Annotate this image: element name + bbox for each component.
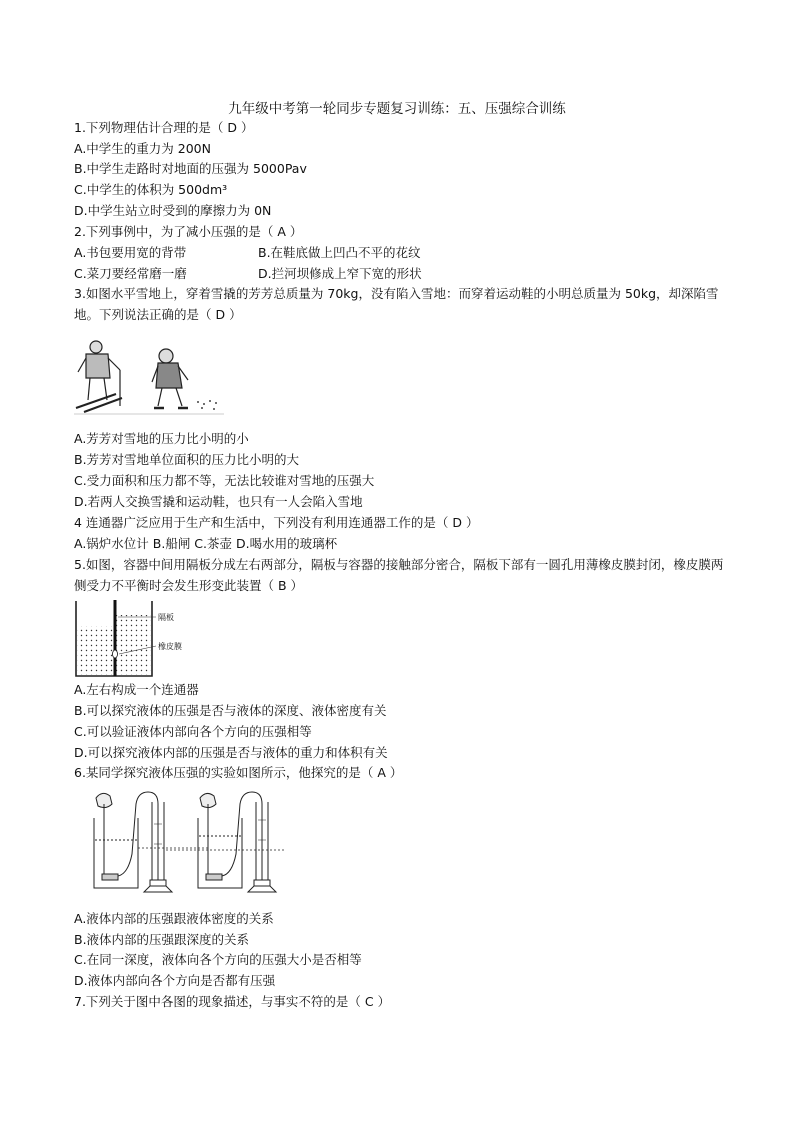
q2-option-a: A.书包要用宽的背带 [74,245,187,260]
q1-stem: 1.下列物理估计合理的是（ D ） [74,120,254,135]
q1-option-b: B.中学生走路时对地面的压强为 5000Pav [74,161,307,176]
q4-options: A.锅炉水位计 B.船闸 C.茶壶 D.喝水用的玻璃杯 [74,536,338,551]
q2-option-c: C.菜刀要经常磨一磨 [74,266,187,281]
q5-option-d: D.可以探究液体内部的压强是否与液体的重力和体积有关 [74,745,388,760]
q1-option-a: A.中学生的重力为 200N [74,141,211,156]
q2-option-b: B.在鞋底做上凹凸不平的花纹 [258,245,421,260]
q7-stem: 7.下列关于图中各图的现象描述，与事实不符的是（ C ） [74,994,391,1009]
q6-option-b: B.液体内部的压强跟深度的关系 [74,932,250,947]
q1-option-c: C.中学生的体积为 500dm³ [74,182,228,197]
page-title: 九年级中考第一轮同步专题复习训练：五、压强综合训练 [228,101,566,117]
q3-figure-skiers [74,336,224,418]
q3-stem: 3.如图水平雪地上，穿着雪撬的芳芳总质量为 70kg，没有陷入雪地：而穿着运动鞋的小明总质量为 50kg，却深陷雪地。下列说法正确的是（ D ） [74,286,719,322]
q4-stem: 4 连通器广泛应用于生产和生活中，下列没有利用连通器工作的是（ D ） [74,515,479,530]
q3-option-d: D.若两人交换雪撬和运动鞋，也只有一人会陷入雪地 [74,494,363,509]
q5-figure-container [74,598,224,680]
q1-option-d: D.中学生站立时受到的摩擦力为 0N [74,203,272,218]
q5-option-a: A.左右构成一个连通器 [74,682,199,697]
q6-stem: 6.某同学探究液体压强的实验如图所示，他探究的是（ A ） [74,765,403,780]
q5-option-c: C.可以验证液体内部向各个方向的压强相等 [74,724,312,739]
label-partition: 隔板 [158,613,174,622]
q3-option-b: B.芳芳对雪地单位面积的压力比小明的大 [74,452,300,467]
q5-stem: 5.如图，容器中间用隔板分成左右两部分，隔板与容器的接触部分密合，隔板下部有一圆孔用薄橡皮膜封闭，橡皮膜两侧受力不平衡时会发生形变此装置（ B ） [74,557,724,593]
q2-stem: 2.下列事例中，为了减小压强的是（ A ） [74,224,303,239]
q2-option-d: D.拦河坝修成上窄下宽的形状 [258,266,422,281]
q6-figure-pressure-gauges [74,784,322,904]
q6-option-d: D.液体内部向各个方向是否都有压强 [74,973,276,988]
label-membrane: 橡皮膜 [158,642,182,651]
q3-option-c: C.受力面积和压力都不等，无法比较谁对雪地的压强大 [74,473,375,488]
q6-option-c: C.在同一深度，液体向各个方向的压强大小是否相等 [74,952,362,967]
q6-option-a: A.液体内部的压强跟液体密度的关系 [74,911,274,926]
q5-option-b: B.可以探究液体的压强是否与液体的深度、液体密度有关 [74,703,387,718]
q3-option-a: A.芳芳对雪地的压力比小明的小 [74,431,249,446]
